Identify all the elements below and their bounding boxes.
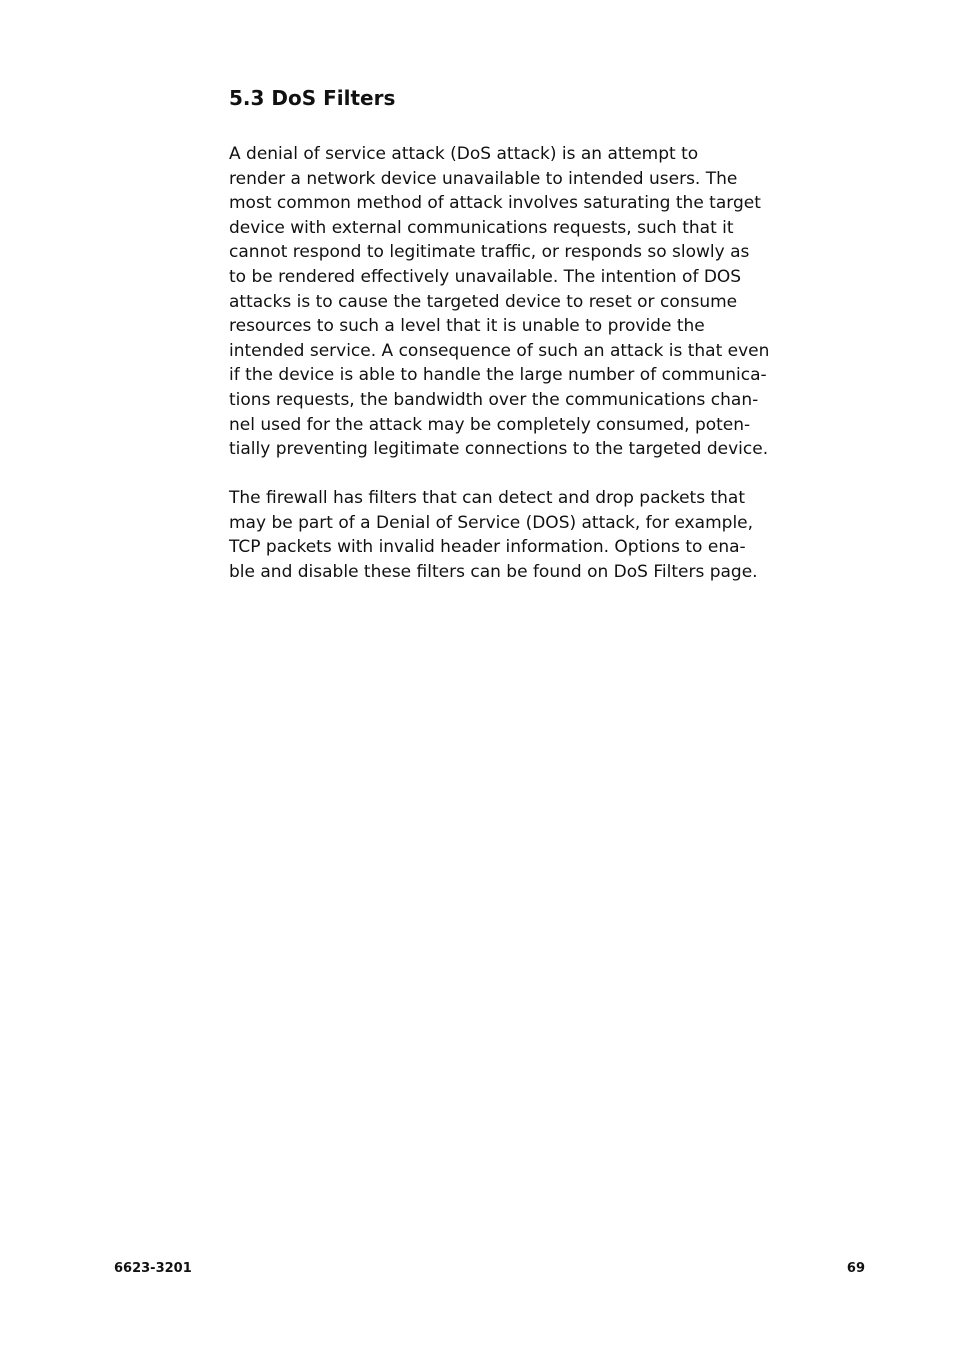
paragraph-dos-definition	[229, 142, 769, 462]
paragraph-line: render a network device unavailable to intended users. The	[229, 168, 738, 189]
footer-document-number: 6623-3201	[114, 1261, 192, 1276]
paragraph-line: TCP packets with invalid header information. Options to ena-	[229, 537, 746, 558]
paragraph-line: device with external communications requests, such that it	[229, 217, 734, 238]
paragraph-line: if the device is able to handle the large number of communica-	[229, 365, 767, 386]
paragraph-line: The firewall has filters that can detect and drop packets that	[229, 488, 745, 508]
paragraph-line: intended service. A consequence of such an attack is that even	[229, 340, 770, 361]
paragraph-firewall-filters	[229, 486, 769, 584]
paragraph-line: A denial of service attack (DoS attack) is an attempt to	[229, 144, 699, 164]
section-heading: 5.3 DoS Filters	[229, 86, 396, 110]
paragraph-line: nel used for the attack may be completely consumed, poten-	[229, 414, 751, 435]
footer-page-number: 69	[846, 1261, 865, 1276]
paragraph-line: attacks is to cause the targeted device to reset or consume	[229, 291, 738, 312]
paragraph-line: tially preventing legitimate connections to the targeted device.	[229, 439, 769, 460]
paragraph-line: to be rendered effectively unavailable. The intention of DOS	[229, 266, 742, 287]
paragraph-line: ble and disable these filters can be found on DoS Filters page.	[229, 561, 758, 582]
paragraph-line: most common method of attack involves saturating the target	[229, 193, 761, 214]
paragraph-line: resources to such a level that it is unable to provide the	[229, 316, 705, 337]
paragraph-line: may be part of a Denial of Service (DOS) attack, for example,	[229, 512, 754, 533]
paragraph-line: cannot respond to legitimate traffic, or responds so slowly as	[229, 242, 750, 263]
paragraph-line: tions requests, the bandwidth over the communications chan-	[229, 389, 759, 410]
